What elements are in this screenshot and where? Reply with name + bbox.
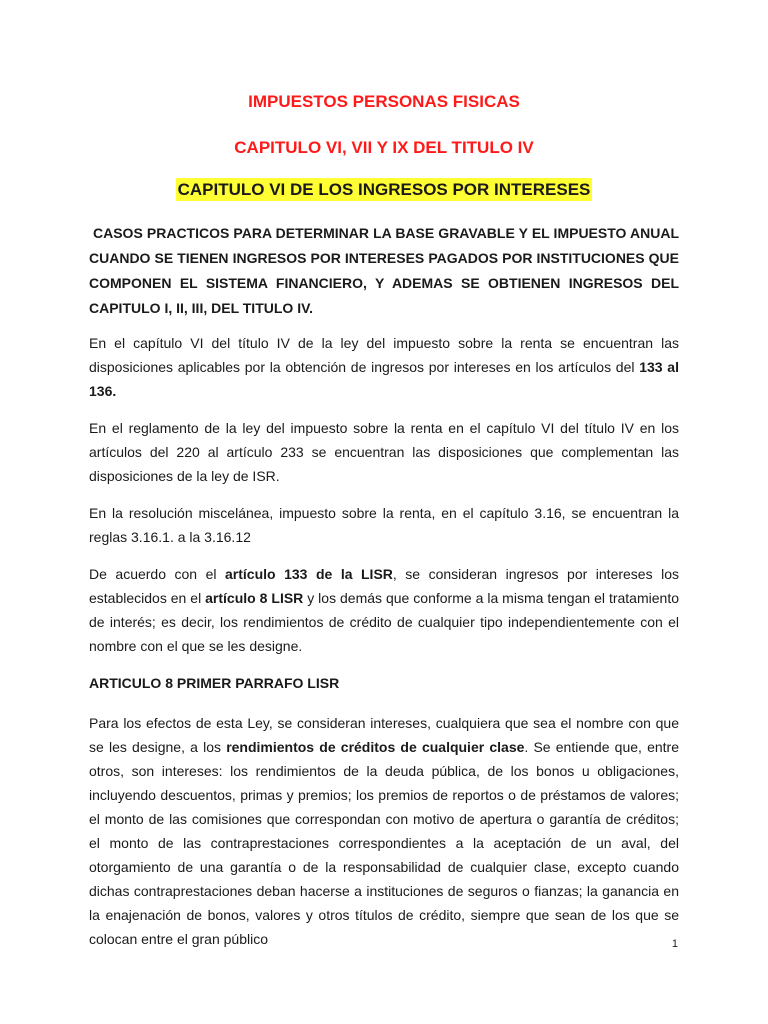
lead-paragraph: CASOS PRACTICOS PARA DETERMINAR LA BASE GRAVABLE Y EL IMPUESTO ANUAL CUANDO SE TIENEN INGRESOS POR INTERESES PAGADOS POR INSTITUCIONES QUE COMPONEN EL SISTEMA FINANCIERO, Y ADEMAS SE OBTIENEN INGRESOS DEL CAPITULO I, II, III, DEL TITULO IV. [89,225,679,316]
paragraph-5-text-b: . Se entiende que, entre otros, son intereses: los rendimientos de la deuda pública, de los bonos u obligaciones, incluyendo descuentos, primas y premios; los premios de reportos o de préstamos de valores; el monto de las comisiones que correspondan con motivo de apertura o garantía de créditos; el monto de las contraprestaciones correspondientes a la aceptación de un aval, del otorgamiento de una garantía o de la responsabilidad de cualquier clase, excepto cuando dichas contraprestaciones deban hacerse a instituciones de seguros o fianzas; la ganancia en la enajenación de bonos, valores y otros títulos de crédito, siempre que sean de los que se colocan entre el gran público [89,739,680,947]
document-body [89,221,679,964]
paragraph-2: En el reglamento de la ley del impuesto sobre la renta en el capítulo VI del título IV en los artículos del 220 al artículo 233 se encuentran las disposiciones que complementan las disposiciones de la ley de ISR. [89,420,679,484]
paragraph-1 [89,331,679,403]
paragraph-5-bold: rendimientos de créditos de cualquier clase [226,739,525,755]
paragraph-1-bold: 133 al 136. [89,359,679,399]
paragraph-3: En la resolución miscelánea, impuesto sobre la renta, en el capítulo 3.16, se encuentran la reglas 3.16.1. a la 3.16.12 [89,505,679,545]
document-subtitle: CAPITULO VI, VII Y IX DEL TITULO IV [234,138,534,157]
paragraph-4-bold-b: artículo 8 LISR [205,590,304,606]
paragraph-5 [89,711,679,951]
paragraph-4-text-b: , se consideran ingresos por intereses los establecidos en el [89,566,680,606]
section-heading: ARTICULO 8 PRIMER PARRAFO LISR [89,675,340,691]
chapter-heading-highlight: CAPITULO VI DE LOS INGRESOS POR INTERESES [177,180,591,199]
paragraph-1-text: En el capítulo VI del título IV de la ley del impuesto sobre la renta se encuentran las disposiciones aplicables por la obtención de ingresos por intereses en los artículos del [89,335,679,375]
document-title: IMPUESTOS PERSONAS FISICAS [248,92,520,111]
page-number: 1 [671,938,678,950]
paragraph-4 [89,562,679,658]
paragraph-4-text-c: y los demás que conforme a la misma tengan el tratamiento de interés; es decir, los rendimientos de crédito de cualquier tipo independientemente con el nombre con el que se les designe. [89,590,679,654]
paragraph-4-text-a: De acuerdo con el [89,566,226,582]
paragraph-5-text-a: Para los efectos de esta Ley, se consideran intereses, cualquiera que sea el nombre con que se les designe, a los [89,715,679,755]
chapter-heading [0,180,768,200]
paragraph-4-bold-a: artículo 133 de la LISR [225,566,393,582]
